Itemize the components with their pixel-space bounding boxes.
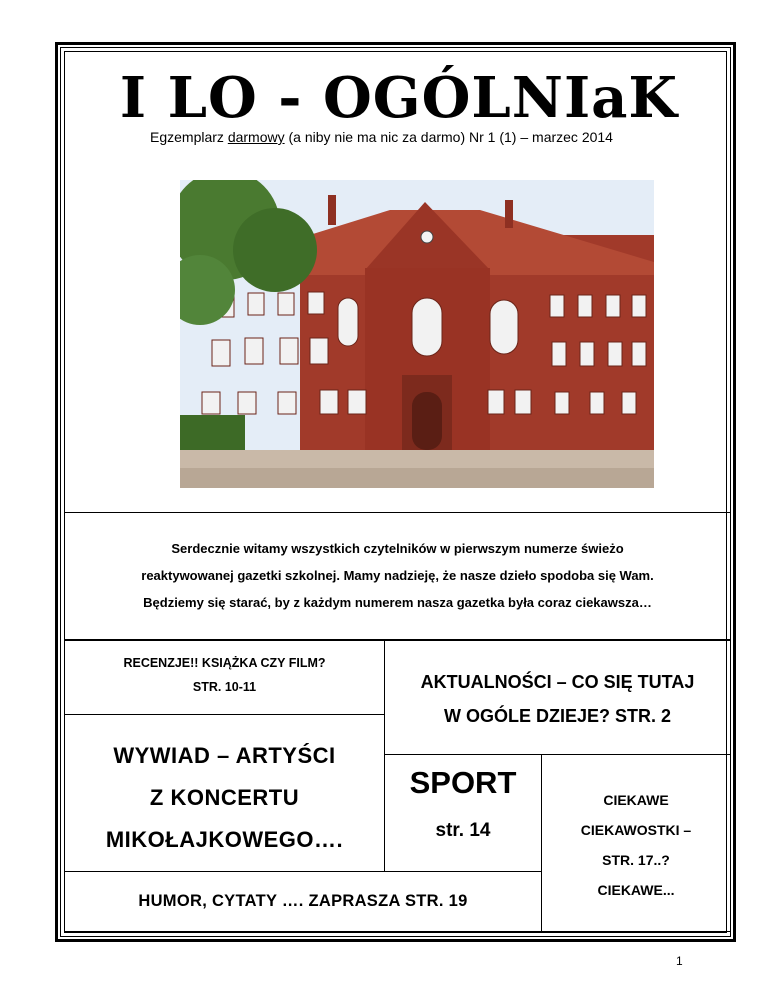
newspaper-title: I LO - OGÓLNIaK bbox=[119, 65, 679, 131]
wywiad-line-2: Z KONCERTU bbox=[149, 785, 300, 810]
aktualnosci-line-2: W OGÓLE DZIEJE? STR. 2 bbox=[443, 706, 672, 726]
sport-page: str. 14 bbox=[435, 820, 491, 841]
welcome-line-2: reaktywowanej gazetki szkolnej. Mamy nadzieję, że nasze dzieło spodoba się Wam. bbox=[141, 568, 654, 583]
school-building-illustration bbox=[180, 180, 654, 488]
ciekawe-line-3: STR. 17..? bbox=[602, 852, 670, 868]
school-building-photo bbox=[180, 180, 654, 488]
section-sport bbox=[384, 754, 542, 872]
welcome-message-box bbox=[64, 512, 731, 640]
section-recenzje bbox=[64, 640, 385, 715]
aktualnosci-line-1: AKTUALNOŚCI – CO SIĘ TUTAJ bbox=[420, 672, 695, 692]
section-wywiad bbox=[64, 714, 385, 872]
wywiad-line-3: MIKOŁAJKOWEGO…. bbox=[105, 827, 344, 852]
section-aktualnosci bbox=[384, 640, 731, 755]
section-humor bbox=[64, 871, 542, 932]
ciekawe-line-2: CIEKAWOSTKI – bbox=[580, 822, 692, 838]
page-number: 1 bbox=[676, 954, 683, 968]
welcome-line-1: Serdecznie witamy wszystkich czytelników w pierwszym numerze świeżo bbox=[171, 541, 624, 556]
welcome-line-3: Będziemy się starać, by z każdym numerem nasza gazetka była coraz ciekawsza… bbox=[143, 595, 652, 610]
subtitle-underlined-word: darmowy bbox=[227, 129, 285, 145]
subtitle-suffix: (a niby nie ma nic za darmo) Nr 1 (1) – marzec 2014 bbox=[284, 129, 613, 145]
issue-subtitle bbox=[150, 129, 613, 145]
sport-title: SPORT bbox=[409, 765, 517, 800]
recenzje-line-1: RECENZJE!! KSIĄŻKA CZY FILM? bbox=[123, 656, 326, 670]
recenzje-line-2: STR. 10-11 bbox=[192, 680, 257, 694]
ciekawe-line-4: CIEKAWE... bbox=[597, 882, 675, 898]
ciekawe-line-1: CIEKAWE bbox=[603, 792, 669, 808]
section-ciekawostki bbox=[541, 754, 731, 932]
subtitle-prefix: Egzemplarz bbox=[150, 129, 228, 145]
humor-line-1: HUMOR, CYTATY …. ZAPRASZA STR. 19 bbox=[138, 892, 468, 910]
wywiad-line-1: WYWIAD – ARTYŚCI bbox=[113, 743, 336, 768]
